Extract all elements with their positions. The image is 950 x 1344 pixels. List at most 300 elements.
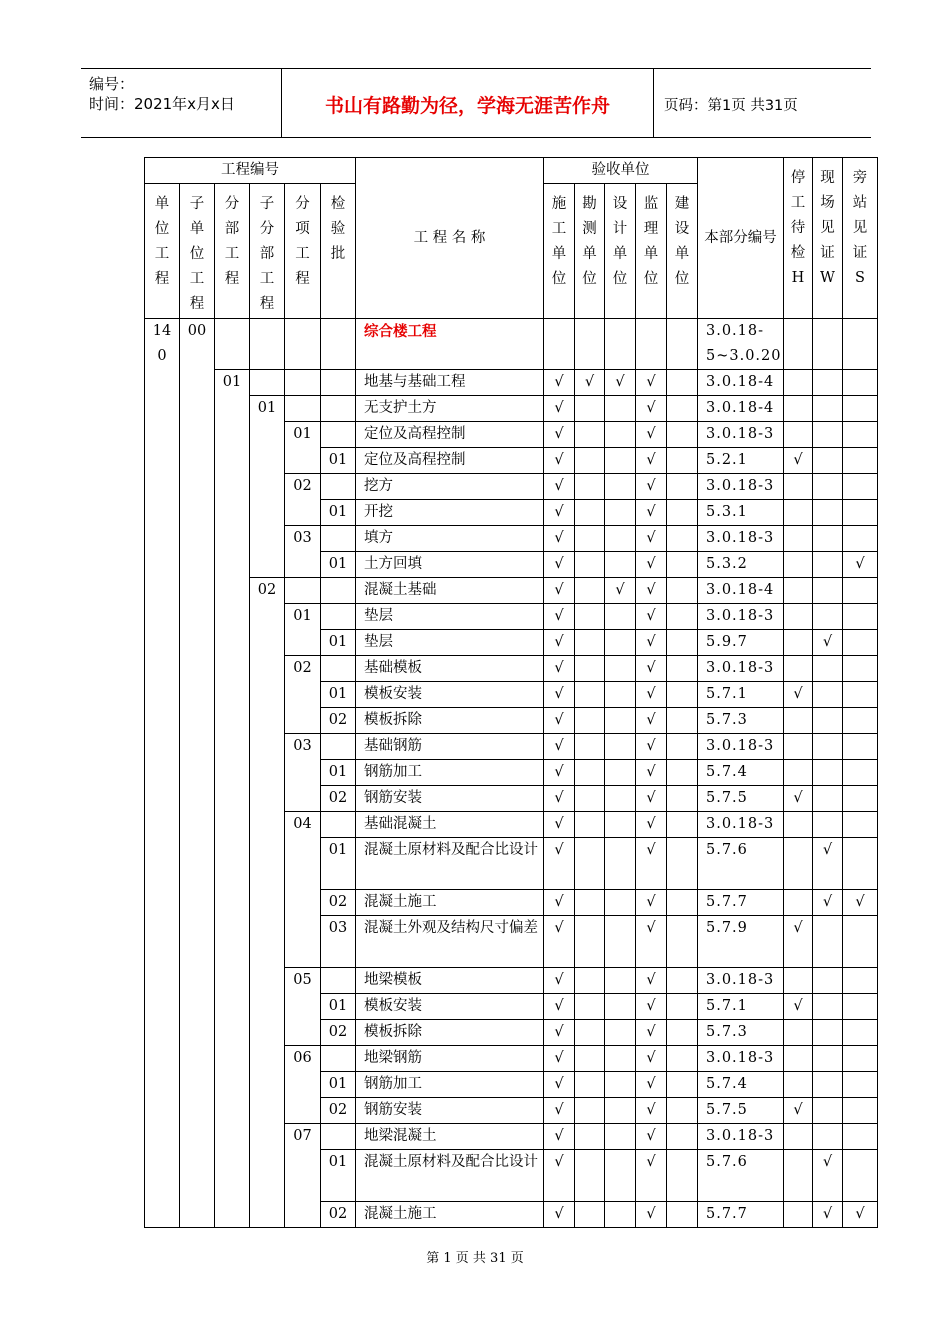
ref-code: 3.0.18-3 bbox=[698, 812, 784, 838]
batch-code: 01 bbox=[321, 1072, 356, 1098]
survey-check bbox=[575, 890, 605, 916]
build-check bbox=[667, 1072, 698, 1098]
h-check bbox=[784, 604, 813, 630]
design-check bbox=[605, 760, 636, 786]
batch-code: 01 bbox=[321, 1150, 356, 1202]
supervise-check: √ bbox=[636, 448, 667, 474]
design-check bbox=[605, 448, 636, 474]
design-check bbox=[605, 319, 636, 370]
ref-code: 5.3.2 bbox=[698, 552, 784, 578]
supervise-check: √ bbox=[636, 968, 667, 994]
project-name: 定位及高程控制 bbox=[356, 448, 544, 474]
header-page-cell bbox=[654, 69, 871, 137]
construct-check: √ bbox=[544, 916, 575, 968]
subpart-header: 子 分 部 工 程 bbox=[250, 184, 285, 319]
supervise-check: √ bbox=[636, 1020, 667, 1046]
batch-code bbox=[321, 734, 356, 760]
s-check bbox=[843, 968, 878, 994]
construct-check: √ bbox=[544, 396, 575, 422]
build-check bbox=[667, 630, 698, 656]
subpart-code bbox=[250, 370, 285, 396]
construct-check: √ bbox=[544, 1046, 575, 1072]
w-check bbox=[813, 396, 843, 422]
ref-code: 3.0.18-4 bbox=[698, 396, 784, 422]
w-check bbox=[813, 1046, 843, 1072]
part-code: 01 bbox=[215, 370, 250, 1228]
survey-check bbox=[575, 994, 605, 1020]
ref-code: 5.7.4 bbox=[698, 1072, 784, 1098]
build-check bbox=[667, 994, 698, 1020]
survey-check bbox=[575, 604, 605, 630]
build-check bbox=[667, 604, 698, 630]
design-check bbox=[605, 916, 636, 968]
design-check bbox=[605, 1046, 636, 1072]
survey-check bbox=[575, 1072, 605, 1098]
batch-code bbox=[321, 968, 356, 994]
survey-check bbox=[575, 1046, 605, 1072]
survey-check bbox=[575, 552, 605, 578]
ref-code: 5.2.1 bbox=[698, 448, 784, 474]
w-check: √ bbox=[813, 630, 843, 656]
s-check bbox=[843, 500, 878, 526]
subunit-code: 00 bbox=[180, 319, 215, 1228]
ref-code: 5.7.5 bbox=[698, 1098, 784, 1124]
project-name: 模板拆除 bbox=[356, 708, 544, 734]
s-check bbox=[843, 630, 878, 656]
construct-check: √ bbox=[544, 1150, 575, 1202]
design-check bbox=[605, 474, 636, 500]
survey-check bbox=[575, 968, 605, 994]
build-check bbox=[667, 682, 698, 708]
build-check bbox=[667, 890, 698, 916]
supervise-check: √ bbox=[636, 604, 667, 630]
h-check bbox=[784, 526, 813, 552]
w-check bbox=[813, 500, 843, 526]
supervise-check: √ bbox=[636, 1124, 667, 1150]
h-check bbox=[784, 1046, 813, 1072]
survey-check bbox=[575, 448, 605, 474]
w-check: √ bbox=[813, 1202, 843, 1228]
motto: 书山有路勤为径，学海无涯苦作舟 bbox=[324, 95, 610, 117]
build-check bbox=[667, 1046, 698, 1072]
ref-code: 5.7.7 bbox=[698, 1202, 784, 1228]
h-check: √ bbox=[784, 1098, 813, 1124]
w-check bbox=[813, 422, 843, 448]
supervise-check: √ bbox=[636, 1072, 667, 1098]
project-name: 定位及高程控制 bbox=[356, 422, 544, 448]
h-check bbox=[784, 630, 813, 656]
build-check bbox=[667, 708, 698, 734]
build-check bbox=[667, 1150, 698, 1202]
build-check bbox=[667, 578, 698, 604]
h-check bbox=[784, 474, 813, 500]
ref-code: 3.0.18-4 bbox=[698, 370, 784, 396]
supervise-check: √ bbox=[636, 916, 667, 968]
w-check bbox=[813, 1020, 843, 1046]
subpart-code bbox=[250, 319, 285, 370]
build-check bbox=[667, 916, 698, 968]
header-row-1 bbox=[145, 158, 878, 184]
table-row bbox=[145, 319, 878, 370]
subunit-header: 子 单 位 工 程 bbox=[180, 184, 215, 319]
h-check bbox=[784, 838, 813, 890]
batch-code bbox=[321, 812, 356, 838]
batch-code bbox=[321, 604, 356, 630]
design-check bbox=[605, 500, 636, 526]
build-check bbox=[667, 396, 698, 422]
build-check bbox=[667, 734, 698, 760]
name-header: 工 程 名 称 bbox=[356, 158, 544, 319]
h-check bbox=[784, 1124, 813, 1150]
build-check bbox=[667, 474, 698, 500]
build-check bbox=[667, 422, 698, 448]
item-code bbox=[285, 370, 321, 396]
h-header: 停 工 待 检 H bbox=[784, 158, 813, 319]
w-header: 现 场 见 证 W bbox=[813, 158, 843, 319]
project-name: 混凝土施工 bbox=[356, 890, 544, 916]
design-check bbox=[605, 1150, 636, 1202]
s-check bbox=[843, 656, 878, 682]
s-check bbox=[843, 812, 878, 838]
build-check bbox=[667, 319, 698, 370]
s-check: √ bbox=[843, 552, 878, 578]
batch-code: 03 bbox=[321, 916, 356, 968]
design-check bbox=[605, 890, 636, 916]
construct-check: √ bbox=[544, 734, 575, 760]
batch-code: 01 bbox=[321, 838, 356, 890]
build-check bbox=[667, 1020, 698, 1046]
w-check bbox=[813, 760, 843, 786]
w-check bbox=[813, 1098, 843, 1124]
ref-code: 3.0.18-3 bbox=[698, 422, 784, 448]
construct-check: √ bbox=[544, 552, 575, 578]
supervise-check: √ bbox=[636, 1046, 667, 1072]
batch-code bbox=[321, 474, 356, 500]
construct-check: √ bbox=[544, 812, 575, 838]
item-code: 02 bbox=[285, 656, 321, 734]
project-name: 综合楼工程 bbox=[356, 319, 544, 370]
w-check: √ bbox=[813, 890, 843, 916]
ref-code: 5.7.6 bbox=[698, 1150, 784, 1202]
batch-code bbox=[321, 578, 356, 604]
build-check bbox=[667, 812, 698, 838]
batch-code: 02 bbox=[321, 1020, 356, 1046]
build-check bbox=[667, 1124, 698, 1150]
survey-check bbox=[575, 786, 605, 812]
design-check bbox=[605, 630, 636, 656]
s-check bbox=[843, 1150, 878, 1202]
construct-check: √ bbox=[544, 370, 575, 396]
h-check: √ bbox=[784, 916, 813, 968]
s-check bbox=[843, 1072, 878, 1098]
supervise-check: √ bbox=[636, 994, 667, 1020]
construct-check: √ bbox=[544, 760, 575, 786]
batch-code bbox=[321, 1124, 356, 1150]
s-check bbox=[843, 994, 878, 1020]
w-check bbox=[813, 1124, 843, 1150]
design-check bbox=[605, 968, 636, 994]
design-check bbox=[605, 682, 636, 708]
design-check bbox=[605, 422, 636, 448]
s-check bbox=[843, 526, 878, 552]
design-check bbox=[605, 734, 636, 760]
s-check bbox=[843, 838, 878, 890]
inspection-table bbox=[144, 157, 878, 1228]
survey-check bbox=[575, 526, 605, 552]
h-check: √ bbox=[784, 448, 813, 474]
s-check bbox=[843, 370, 878, 396]
project-name: 钢筋加工 bbox=[356, 1072, 544, 1098]
project-name: 垫层 bbox=[356, 630, 544, 656]
w-check bbox=[813, 578, 843, 604]
page-header bbox=[81, 68, 871, 138]
construct-header: 施 工 单 位 bbox=[544, 184, 575, 319]
w-check bbox=[813, 656, 843, 682]
h-check bbox=[784, 319, 813, 370]
construct-check: √ bbox=[544, 526, 575, 552]
supervise-check: √ bbox=[636, 734, 667, 760]
supervise-check: √ bbox=[636, 578, 667, 604]
s-check bbox=[843, 734, 878, 760]
project-name: 地梁模板 bbox=[356, 968, 544, 994]
project-name: 挖方 bbox=[356, 474, 544, 500]
item-code: 01 bbox=[285, 422, 321, 474]
construct-check: √ bbox=[544, 786, 575, 812]
ref-code: 3.0.18-5~3.0.20 bbox=[698, 319, 784, 370]
ref-code: 5.7.5 bbox=[698, 786, 784, 812]
s-check bbox=[843, 396, 878, 422]
item-code bbox=[285, 319, 321, 370]
build-check bbox=[667, 500, 698, 526]
build-check bbox=[667, 448, 698, 474]
batch-code bbox=[321, 1046, 356, 1072]
item-code: 05 bbox=[285, 968, 321, 1046]
h-check bbox=[784, 760, 813, 786]
survey-check bbox=[575, 1020, 605, 1046]
ref-code: 3.0.18-3 bbox=[698, 1124, 784, 1150]
survey-check bbox=[575, 500, 605, 526]
supervise-check: √ bbox=[636, 890, 667, 916]
project-name: 模板拆除 bbox=[356, 1020, 544, 1046]
supervise-check: √ bbox=[636, 838, 667, 890]
construct-check: √ bbox=[544, 1124, 575, 1150]
w-check bbox=[813, 786, 843, 812]
batch-code: 01 bbox=[321, 682, 356, 708]
table-row bbox=[145, 578, 878, 604]
build-check bbox=[667, 526, 698, 552]
item-code: 01 bbox=[285, 604, 321, 656]
h-check bbox=[784, 552, 813, 578]
build-check bbox=[667, 1202, 698, 1228]
item-code: 03 bbox=[285, 526, 321, 578]
batch-code bbox=[321, 526, 356, 552]
supervise-check: √ bbox=[636, 708, 667, 734]
w-check bbox=[813, 370, 843, 396]
design-check bbox=[605, 1124, 636, 1150]
h-check bbox=[784, 1020, 813, 1046]
w-check bbox=[813, 968, 843, 994]
ref-code: 5.7.6 bbox=[698, 838, 784, 890]
survey-check bbox=[575, 708, 605, 734]
project-name: 混凝土基础 bbox=[356, 578, 544, 604]
design-check bbox=[605, 1098, 636, 1124]
w-check bbox=[813, 1072, 843, 1098]
s-check: √ bbox=[843, 1202, 878, 1228]
w-check bbox=[813, 994, 843, 1020]
w-check bbox=[813, 708, 843, 734]
project-name: 开挖 bbox=[356, 500, 544, 526]
design-header: 设 计 单 位 bbox=[605, 184, 636, 319]
project-name: 钢筋安装 bbox=[356, 786, 544, 812]
part-code bbox=[215, 319, 250, 370]
design-check: √ bbox=[605, 578, 636, 604]
project-name: 混凝土原材料及配合比设计 bbox=[356, 838, 544, 890]
ref-code: 5.7.9 bbox=[698, 916, 784, 968]
part-header: 分 部 工 程 bbox=[215, 184, 250, 319]
build-check bbox=[667, 1098, 698, 1124]
ref-code: 5.9.7 bbox=[698, 630, 784, 656]
w-check bbox=[813, 448, 843, 474]
batch-code: 02 bbox=[321, 708, 356, 734]
h-check bbox=[784, 708, 813, 734]
w-check bbox=[813, 734, 843, 760]
supervise-check: √ bbox=[636, 630, 667, 656]
supervise-check: √ bbox=[636, 474, 667, 500]
h-check bbox=[784, 812, 813, 838]
w-check bbox=[813, 682, 843, 708]
header-motto-cell bbox=[282, 69, 654, 137]
code-label: 编号： bbox=[89, 75, 135, 93]
batch-code bbox=[321, 319, 356, 370]
unit-code: 14 0 bbox=[145, 319, 180, 1228]
survey-check: √ bbox=[575, 370, 605, 396]
s-check bbox=[843, 1020, 878, 1046]
project-name: 模板安装 bbox=[356, 682, 544, 708]
project-name: 无支护土方 bbox=[356, 396, 544, 422]
ref-code: 3.0.18-3 bbox=[698, 656, 784, 682]
survey-check bbox=[575, 656, 605, 682]
ref-code: 3.0.18-3 bbox=[698, 968, 784, 994]
s-check bbox=[843, 1046, 878, 1072]
supervise-header: 监 理 单 位 bbox=[636, 184, 667, 319]
batch-code: 02 bbox=[321, 890, 356, 916]
supervise-check: √ bbox=[636, 656, 667, 682]
batch-code: 01 bbox=[321, 630, 356, 656]
batch-code: 01 bbox=[321, 552, 356, 578]
supervise-check: √ bbox=[636, 370, 667, 396]
ref-code: 5.7.4 bbox=[698, 760, 784, 786]
page-footer: 第 1 页 共 31 页 bbox=[426, 1251, 524, 1266]
supervise-check bbox=[636, 319, 667, 370]
ref-code: 5.3.1 bbox=[698, 500, 784, 526]
s-check bbox=[843, 319, 878, 370]
project-name: 地梁混凝土 bbox=[356, 1124, 544, 1150]
design-check bbox=[605, 708, 636, 734]
h-check bbox=[784, 1072, 813, 1098]
design-check bbox=[605, 526, 636, 552]
supervise-check: √ bbox=[636, 760, 667, 786]
supervise-check: √ bbox=[636, 1098, 667, 1124]
construct-check: √ bbox=[544, 1072, 575, 1098]
w-check bbox=[813, 916, 843, 968]
survey-check bbox=[575, 1150, 605, 1202]
construct-check: √ bbox=[544, 1098, 575, 1124]
item-code: 06 bbox=[285, 1046, 321, 1124]
project-name: 混凝土外观及结构尺寸偏差 bbox=[356, 916, 544, 968]
w-check bbox=[813, 474, 843, 500]
group-code-header: 工程编号 bbox=[145, 158, 356, 184]
construct-check: √ bbox=[544, 422, 575, 448]
ref-code: 3.0.18-3 bbox=[698, 1046, 784, 1072]
supervise-check: √ bbox=[636, 1202, 667, 1228]
s-check bbox=[843, 474, 878, 500]
w-check bbox=[813, 604, 843, 630]
supervise-check: √ bbox=[636, 500, 667, 526]
item-code: 02 bbox=[285, 474, 321, 526]
s-check bbox=[843, 682, 878, 708]
h-check bbox=[784, 968, 813, 994]
construct-check: √ bbox=[544, 1202, 575, 1228]
design-check bbox=[605, 994, 636, 1020]
project-name: 填方 bbox=[356, 526, 544, 552]
design-check bbox=[605, 552, 636, 578]
survey-check bbox=[575, 1124, 605, 1150]
ref-code: 3.0.18-3 bbox=[698, 734, 784, 760]
design-check bbox=[605, 1202, 636, 1228]
construct-check bbox=[544, 319, 575, 370]
project-name: 土方回填 bbox=[356, 552, 544, 578]
construct-check: √ bbox=[544, 656, 575, 682]
design-check bbox=[605, 396, 636, 422]
item-header: 分 项 工 程 bbox=[285, 184, 321, 319]
project-name: 地基与基础工程 bbox=[356, 370, 544, 396]
project-name: 基础模板 bbox=[356, 656, 544, 682]
subpart-code: 01 bbox=[250, 396, 285, 578]
w-check: √ bbox=[813, 838, 843, 890]
h-check bbox=[784, 1150, 813, 1202]
construct-check: √ bbox=[544, 838, 575, 890]
build-check bbox=[667, 786, 698, 812]
design-check bbox=[605, 812, 636, 838]
ref-code: 3.0.18-3 bbox=[698, 604, 784, 630]
construct-check: √ bbox=[544, 500, 575, 526]
build-check bbox=[667, 968, 698, 994]
page-info: 页码：第1页 共31页 bbox=[664, 98, 798, 114]
survey-check bbox=[575, 812, 605, 838]
h-check bbox=[784, 396, 813, 422]
construct-check: √ bbox=[544, 474, 575, 500]
h-check: √ bbox=[784, 682, 813, 708]
project-name: 模板安装 bbox=[356, 994, 544, 1020]
construct-check: √ bbox=[544, 630, 575, 656]
supervise-check: √ bbox=[636, 1150, 667, 1202]
batch-code: 02 bbox=[321, 1202, 356, 1228]
ref-code: 5.7.3 bbox=[698, 1020, 784, 1046]
unit-header: 单 位 工 程 bbox=[145, 184, 180, 319]
subpart-code: 02 bbox=[250, 578, 285, 1228]
group-accept-header: 验收单位 bbox=[544, 158, 698, 184]
design-check bbox=[605, 604, 636, 630]
project-name: 基础混凝土 bbox=[356, 812, 544, 838]
h-check: √ bbox=[784, 786, 813, 812]
h-check bbox=[784, 500, 813, 526]
s-check bbox=[843, 604, 878, 630]
ref-code: 3.0.18-3 bbox=[698, 474, 784, 500]
s-check: √ bbox=[843, 890, 878, 916]
build-check bbox=[667, 370, 698, 396]
supervise-check: √ bbox=[636, 682, 667, 708]
project-name: 混凝土施工 bbox=[356, 1202, 544, 1228]
